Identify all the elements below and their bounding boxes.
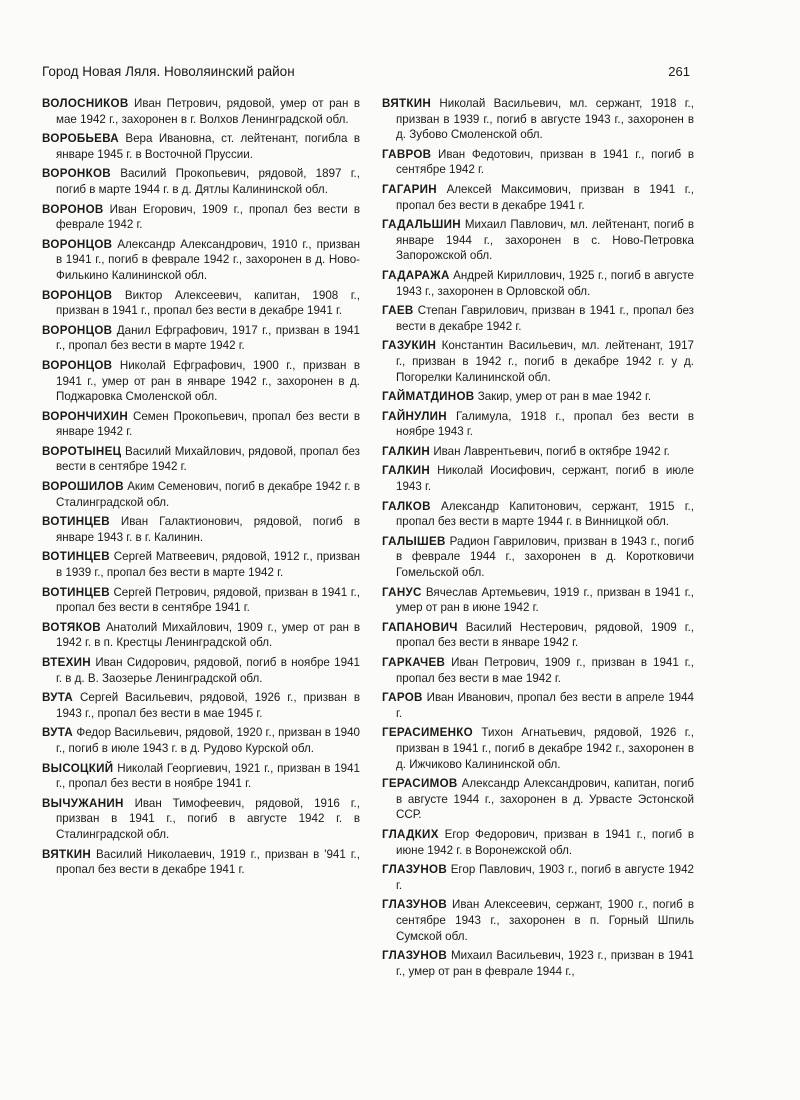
list-item <box>42 479 360 510</box>
entry-surname: ВЯТКИН <box>42 847 92 861</box>
entry-details: Аким Семенович, погиб в декабре 1942 г. в Сталинградской обл. <box>56 480 360 509</box>
entry-details: Сергей Васильевич, рядовой, 1926 г., призван в 1943 г., пропал без вести в мае 1945 г. <box>56 691 360 720</box>
entry-surname: ВОЛОСНИКОВ <box>42 97 129 110</box>
left-column <box>42 96 360 882</box>
entry-surname: ВОРОНОВ <box>42 202 104 216</box>
entry-details: Михаил Васильевич, 1923 г., призван в 1941 г., умер от ран в феврале 1944 г., <box>396 949 694 978</box>
entry-surname: ВУТА <box>42 726 74 740</box>
list-item <box>382 655 694 686</box>
entry-details: Василий Нестерович, рядовой, 1909 г., пропал без вести в январе 1942 г. <box>396 620 694 650</box>
entry-surname: ГАЛКИН <box>382 444 431 458</box>
list-item <box>42 620 360 651</box>
entry-details: Федор Васильевич, рядовой, 1920 г., призван в 1940 г., погиб в июле 1943 г. в д. Рудово Курской обл. <box>56 726 360 755</box>
entry-details: Николай Ефграфович, 1900 г., призван в 1941 г., умер от ран в январе 1942 г., захоронен в д. Поджаровка Смоленской обл. <box>56 358 360 404</box>
list-item <box>382 463 694 494</box>
entry-details: Иван Лаврентьевич, погиб в октябре 1942 г. <box>433 444 670 458</box>
entry-surname: ГАДАЛЬШИН <box>382 218 461 232</box>
entry-surname: ГАРОВ <box>382 691 423 705</box>
entry-details: Иван Петрович, 1909 г., призван в 1941 г., пропал без вести в мае 1942 г. <box>396 656 694 685</box>
entry-surname: ГАНУС <box>382 585 422 599</box>
entry-surname: ГАЙНУЛИН <box>382 409 447 423</box>
list-item <box>42 444 360 475</box>
entry-details: Тихон Агнатьевич, рядовой, 1926 г., призван в 1941 г., погиб в декабре 1942 г., захоронен в д. Ижчиково Калининской обл. <box>396 726 694 771</box>
entry-details: Василий Николаевич, 1919 г., призван в '941 г., пропал без вести в декабре 1941 г. <box>56 847 361 877</box>
entry-details: Александр Капитонович, сержант, 1915 г., пропал без вести в марте 1944 г. в Винницкой обл. <box>396 499 694 529</box>
entry-surname: ВОРОШИЛОВ <box>42 480 124 494</box>
entry-surname: ВУТА <box>42 691 74 705</box>
list-item <box>382 827 694 858</box>
entry-surname: ГЛАЗУНОВ <box>382 949 447 963</box>
entry-details: Иван Петрович, рядовой, умер от ран в мае 1942 г., захоронен в г. Волхов Ленинградской обл. <box>56 97 361 126</box>
entry-surname: ВОРОТЫНЕЦ <box>42 444 122 458</box>
list-item <box>42 585 360 616</box>
entry-details: Алексей Максимович, призван в 1941 г., пропал без вести в декабре 1941 г. <box>396 182 694 212</box>
entry-surname: ВОРОНКОВ <box>42 167 111 181</box>
list-item <box>382 182 694 213</box>
entry-details: Александр Александрович, 1910 г., призван в 1941 г., погиб в феврале 1942 г., захоронен в д. Ново-Филькино Калининской обл. <box>56 237 360 282</box>
list-item <box>42 690 360 721</box>
entry-surname: ВОРОНЦОВ <box>42 237 113 251</box>
list-item <box>382 725 694 772</box>
entry-details: Данил Ефграфович, 1917 г., призван в 1941 г., пропал без вести в марте 1942 г. <box>56 323 360 353</box>
entry-surname: ВОРОНЧИХИН <box>42 409 128 423</box>
entry-surname: ВОРОНЦОВ <box>42 358 113 372</box>
list-item <box>382 338 694 385</box>
list-item <box>382 862 694 893</box>
entry-surname: ГЛАДКИХ <box>382 827 439 841</box>
entry-surname: ГАРКАЧЕВ <box>382 656 446 669</box>
entry-details: Андрей Кириллович, 1925 г., погиб в августе 1943 г., захоронен в Орловской обл. <box>396 268 694 298</box>
entry-details: Егор Федорович, призван в 1941 г., погиб в июне 1942 г. в Воронежской обл. <box>396 827 694 857</box>
entry-details: Сергей Матвеевич, рядовой, 1912 г., призван в 1939 г., пропал без вести в марте 1942 г. <box>56 550 360 580</box>
entry-surname: ГАПАНОВИЧ <box>382 620 458 634</box>
list-item <box>382 303 694 334</box>
entry-details: Галимула, 1918 г., пропал без вести в ноябре 1943 г. <box>396 409 694 439</box>
entry-details: Радион Гаврилович, призван в 1943 г., погиб в феврале 1944 г., захоронен в д. Коротковичи Гомельской обл. <box>396 534 694 580</box>
entry-surname: ГАЗУКИН <box>382 339 437 353</box>
entry-surname: ВЫСОЦКИЙ <box>42 761 114 775</box>
entry-surname: ГЛАЗУНОВ <box>382 898 447 912</box>
entry-surname: ГЛАЗУНОВ <box>382 863 447 877</box>
entry-details: Закир, умер от ран в мае 1942 г. <box>477 390 652 404</box>
entry-details: Василий Михайлович, рядовой, пропал без вести в сентябре 1942 г. <box>56 444 360 474</box>
entry-surname: ГЕРАСИМЕНКО <box>382 726 473 740</box>
list-item <box>42 323 360 354</box>
entry-details: Иван Егорович, 1909 г., пропал без вести в феврале 1942 г. <box>56 202 360 232</box>
list-item <box>382 585 694 616</box>
entry-details: Николай Васильевич, мл. сержант, 1918 г., призван в 1939 г., погиб в августе 1943 г., захоронен в д. Зубово Смоленской обл. <box>396 97 694 142</box>
entry-details: Вера Ивановна, ст. лейтенант, погибла в январе 1945 г. в Восточной Пруссии. <box>56 132 360 161</box>
list-item <box>42 358 360 405</box>
list-item <box>42 202 360 233</box>
entry-surname: ВТЕХИН <box>42 656 91 669</box>
list-item <box>382 897 694 944</box>
list-item <box>382 499 694 530</box>
list-item <box>42 237 360 284</box>
list-item <box>42 761 360 792</box>
entry-details: Василий Прокопьевич, рядовой, 1897 г., погиб в марте 1944 г. в д. Дятлы Калининской обл. <box>56 167 360 196</box>
entry-details: Михаил Павлович, мл. лейтенант, погиб в январе 1944 г., захоронен в с. Ново-Петровка Запорожской обл. <box>396 218 694 263</box>
entry-surname: ВЯТКИН <box>382 97 432 110</box>
page-number: 261 <box>668 64 690 79</box>
list-item <box>382 690 694 721</box>
list-item <box>42 796 360 843</box>
entry-surname: ВОРОБЬЕВА <box>42 132 119 146</box>
entry-details: Николай Георгиевич, 1921 г., призван в 1941 г., пропал без вести в ноябре 1941 г. <box>56 761 360 791</box>
entry-surname: ВЫЧУЖАНИН <box>42 796 124 810</box>
entry-surname: ГАЕВ <box>382 304 414 318</box>
entry-surname: ГАЛКОВ <box>382 499 431 513</box>
right-column <box>382 96 694 983</box>
list-item <box>382 534 694 581</box>
entry-surname: ГАЛКИН <box>382 464 431 478</box>
entry-details: Анатолий Михайлович, 1909 г., умер от ран в 1942 г. в п. Крестцы Ленинградской обл. <box>56 620 360 650</box>
list-item <box>382 948 694 979</box>
entry-details: Вячеслав Артемьевич, 1919 г., призван в 1941 г., умер от ран в июне 1942 г. <box>396 585 694 615</box>
list-item <box>382 147 694 178</box>
entry-surname: ГЕРАСИМОВ <box>382 777 458 791</box>
entry-details: Александр Александрович, капитан, погиб в августе 1944 г., захоронен в д. Урвасте Эстонской ССР. <box>396 777 694 822</box>
entry-details: Иван Сидорович, рядовой, погиб в ноябре 1941 г. в д. В. Заозерье Ленинградской обл. <box>56 656 360 685</box>
entry-surname: ВОТЯКОВ <box>42 620 101 634</box>
entry-details: Егор Павлович, 1903 г., погиб в августе 1942 г. <box>396 863 694 892</box>
list-item <box>382 389 694 405</box>
list-item <box>42 725 360 756</box>
entry-details: Виктор Алексеевич, капитан, 1908 г., призван в 1941 г., пропал без вести в декабре 1941 г. <box>56 288 360 318</box>
list-item <box>42 655 360 686</box>
list-item <box>42 131 360 162</box>
list-item <box>42 549 360 580</box>
entry-surname: ГАДАРАЖА <box>382 268 450 282</box>
list-item <box>42 409 360 440</box>
entry-surname: ВОТИНЦЕВ <box>42 585 110 599</box>
entry-surname: ГАЙМАТДИНОВ <box>382 390 475 404</box>
entry-details: Иван Федотович, призван в 1941 г., погиб в сентябре 1942 г. <box>396 147 694 177</box>
entry-details: Иван Алексеевич, сержант, 1900 г., погиб в сентябре 1943 г., захоронен в п. Горный Шпиль Сумской обл. <box>396 898 694 943</box>
list-item <box>42 288 360 319</box>
list-item <box>382 268 694 299</box>
page-title: Город Новая Ляля. Новоляинский район <box>42 64 295 79</box>
list-item <box>42 847 360 878</box>
entry-surname: ГАВРОВ <box>382 147 432 161</box>
list-item <box>42 166 360 197</box>
entry-details: Сергей Петрович, рядовой, призван в 1941 г., пропал без вести в сентябре 1941 г. <box>56 585 360 615</box>
entry-details: Иван Галактионович, рядовой, погиб в январе 1943 г. в г. Калинин. <box>56 515 360 544</box>
list-item <box>42 96 360 127</box>
page-header <box>42 64 690 79</box>
entry-surname: ВОРОНЦОВ <box>42 323 113 337</box>
list-item <box>382 444 694 460</box>
entry-details: Николай Иосифович, сержант, погиб в июле 1943 г. <box>396 464 694 494</box>
list-item <box>382 409 694 440</box>
entry-surname: ВОРОНЦОВ <box>42 288 113 302</box>
list-item <box>382 217 694 264</box>
entry-details: Иван Тимофеевич, рядовой, 1916 г., призван в 1941 г., погиб в августе 1942 г. в Сталинградской обл. <box>56 796 360 841</box>
entry-surname: ВОТИНЦЕВ <box>42 550 110 564</box>
list-item <box>382 620 694 651</box>
entry-details: Семен Прокопьевич, пропал без вести в январе 1942 г. <box>56 409 360 439</box>
entry-surname: ВОТИНЦЕВ <box>42 515 110 529</box>
list-item <box>42 514 360 545</box>
entry-surname: ГАГАРИН <box>382 182 437 196</box>
list-item <box>382 776 694 823</box>
entry-details: Константин Васильевич, мл. лейтенант, 1917 г., призван в 1942 г., погиб в декабре 1942 г. у д. Погорелки Калининской обл. <box>396 339 694 384</box>
entry-details: Иван Иванович, пропал без вести в апреле 1944 г. <box>396 691 694 720</box>
list-item <box>382 96 694 143</box>
entry-surname: ГАЛЫШЕВ <box>382 534 446 548</box>
entry-details: Степан Гаврилович, призван в 1941 г., пропал без вести в декабре 1942 г. <box>396 304 694 333</box>
